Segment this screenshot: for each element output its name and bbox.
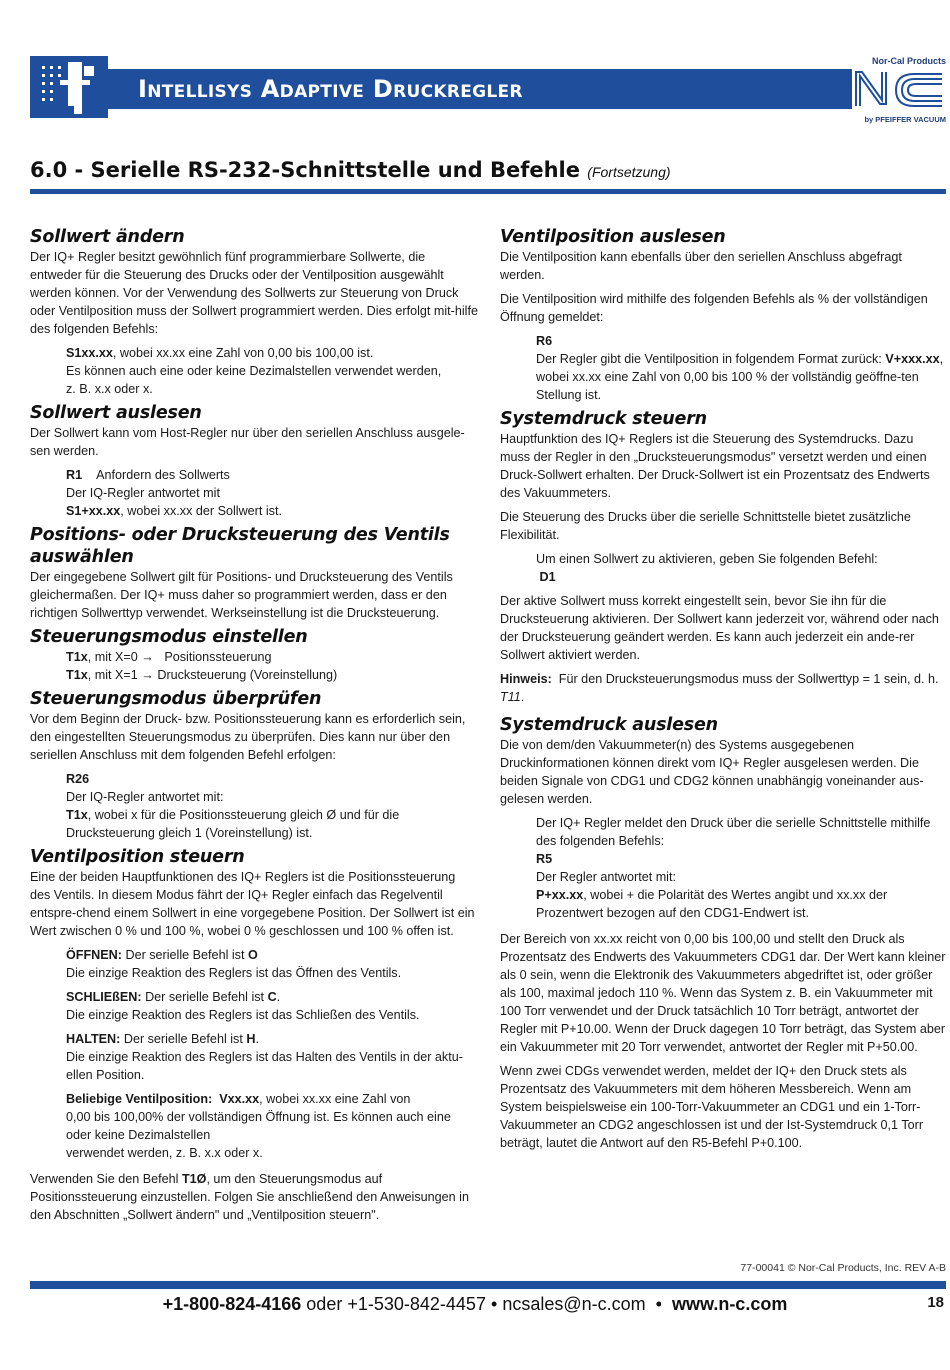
resp-t1x-line2: Drucksteuerung gleich 1 (Voreinstellung) ist.	[66, 826, 313, 840]
heading-modus-einstellen: Steuerungsmodus einstellen	[30, 627, 308, 647]
outro-cmd: T1Ø	[181, 1172, 207, 1186]
section-title-text: 6.0 - Serielle RS-232-Schnittstelle und Befehle	[30, 158, 580, 182]
right-column	[500, 226, 946, 1152]
any-label: Beliebige Ventilposition:	[66, 1092, 213, 1106]
phone-secondary[interactable]: +1-530-842-4457	[347, 1294, 486, 1314]
t1x-b-result: Drucksteuerung (Voreinstellung)	[157, 668, 338, 682]
heading-sollwert-auslesen: Sollwert auslesen	[30, 403, 202, 423]
arrow-right-icon: →	[141, 668, 154, 682]
arrow-right-icon: →	[141, 650, 154, 664]
section-continued: (Fortsetzung)	[587, 164, 671, 180]
any-line3: verwendet werden, z. B. x.x oder x.	[66, 1146, 263, 1160]
note-end: .	[520, 690, 525, 704]
note-cmd: T11	[500, 690, 521, 704]
document-id: 77-00041 © Nor-Cal Products, Inc. REV A-B	[740, 1262, 946, 1274]
druck-steuern-body1: Hauptfunktion des IQ+ Reglers ist die Steuerung des Systemdrucks. Dazu muss der Regler in den „Drucksteuerungsmodus" versetzt werden und einen Druck-Sollwert erhalten. Der Druck-Sollwert ist ein Prozentsatz des Endwerts des Vakuummeters.	[500, 432, 930, 500]
cmd-r6: R6	[536, 334, 553, 348]
open-label: ÖFFNEN:	[66, 948, 122, 962]
druck-steuern-note	[500, 670, 946, 706]
cmd-d1: D1	[539, 570, 556, 584]
close-label: SCHLIEßEN:	[66, 990, 142, 1004]
hold-desc: Die einzige Reaktion des Reglers ist das Halten des Ventils in der aktu-ellen Position.	[66, 1050, 463, 1082]
heading-druck-steuern: Systemdruck steuern	[500, 409, 707, 429]
phone-primary[interactable]: +1-800-824-4166	[162, 1294, 302, 1314]
cmd-s1-text: , wobei xx.xx eine Zahl von 0,00 bis 100,00 ist.	[112, 346, 374, 360]
heading-druck-auslesen: Systemdruck auslesen	[500, 715, 718, 735]
resp-p: P+xx.xx	[536, 888, 584, 902]
email-link[interactable]: ncsales@n-c.com	[502, 1294, 646, 1314]
t1x-a-result: Positionssteuerung	[164, 650, 272, 664]
note-label: Hinweis:	[500, 672, 552, 686]
intellisys-logo	[30, 56, 108, 118]
cmd-t1x-a: T1x	[66, 650, 88, 664]
resp-p-text: , wobei + die Polarität des Wertes angibt und xx.xx der Prozentwert bezogen auf den CDG1-Endwert ist.	[536, 888, 888, 920]
cmd-r26-line2: Der IQ-Regler antwortet mit:	[66, 790, 224, 804]
cmd-s1-line2: Es können auch eine oder keine Dezimalstellen verwendet werden,	[66, 364, 442, 378]
druck-steuern-body2: Die Steuerung des Drucks über die serielle Schnittstelle bietet zusätzliche Flexibilität.	[500, 510, 911, 542]
left-column	[30, 226, 478, 1224]
page-number: 18	[927, 1294, 944, 1311]
r6-resp-cmd: V+xxx.xx	[885, 352, 940, 366]
cmd-r5: R5	[536, 852, 553, 866]
r5-intro: Der IQ+ Regler meldet den Druck über die serielle Schnittstelle mithilfe des folgenden Befehls:	[536, 816, 931, 848]
open-desc: Die einzige Reaktion des Reglers ist das Öffnen des Ventils.	[66, 966, 402, 980]
note-text: Für den Drucksteuerungsmodus muss der Sollwerttyp = 1 sein, d. h.	[558, 672, 939, 686]
cmd-t1x-b: T1x	[66, 668, 88, 682]
r6-resp-b: , wobei xx.xx eine Zahl von 0,00 bis 100 % der vollständig geöffne-ten Stellung ist.	[536, 352, 944, 402]
druck-auslesen-body2: Der Bereich von xx.xx reicht von 0,00 bis 100,00 und stellt den Druck als Prozentsatz des Endwerts des Vakuummeters CDG1 dar. Der Wert kann kleiner als 0 sein, wenn die Elektronik des Vakuummeters abgedriftet ist, oder größer als 100, maximal jedoch 110 %. Wenn das System z. B. ein Vakuummeter mit 100 Torr verwendet und der Druck tatsächlich 10 Torr beträgt, antwortet der Regler mit P+10.00. Wenn der Druck dagegen 10 Torr beträgt, das System aber ein Vakuummeter mit 20 Torr verwendet, antwortet der Regler mit P+50.00.	[500, 932, 946, 1054]
modus-einstellen-commands	[30, 648, 478, 684]
sollwert-aendern-body: Der IQ+ Regler besitzt gewöhnlich fünf programmierbare Sollwerte, die entweder für die Steuerung des Drucks oder der Ventilposition ausgewählt werden können. Vor der Verwendung des Sollwerts zur Steuerung von Druck oder Ventilposition muss der Sollwert programmiert werden. Dies erfolgt mit-hilfe des folgenden Befehls:	[30, 250, 478, 336]
hold-text: Der serielle Befehl ist	[123, 1032, 243, 1046]
cmd-r1: R1	[66, 468, 83, 482]
druck-steuern-body3: Der aktive Sollwert muss korrekt eingestellt sein, bevor Sie ihn für die Drucksteuerung aktivieren. Der Sollwert kann jederzeit vor, während oder nach der Drucksteuerung geändert werden. Es kann auch jederzeit ein ande-rer Sollwert aktiviert werden.	[500, 594, 939, 662]
any-cmd: Vxx.xx	[219, 1092, 260, 1106]
close-cmd: C	[267, 990, 277, 1004]
cmd-r1-text: Anfordern des Sollwerts	[96, 468, 230, 482]
open-text: Der serielle Befehl ist	[125, 948, 245, 962]
position-auslesen-body1: Die Ventilposition kann ebenfalls über den seriellen Anschluss abgefragt werden.	[500, 250, 902, 282]
t1x-a-text: , mit X=0	[87, 650, 138, 664]
resp-t1x-text: , wobei x für die Positionssteuerung gleich Ø und für die	[87, 808, 400, 822]
brand-bottom-text: by PFEIFFER VACUUM	[864, 115, 946, 124]
any-line2: 0,00 bis 100,00% der vollständigen Öffnung ist. Es können auch eine oder keine Dezimalstellen	[66, 1110, 451, 1142]
sollwert-auslesen-body: Der Sollwert kann vom Host-Regler nur über den seriellen Anschluss ausgele-sen werden.	[30, 426, 465, 458]
position-steuern-body: Eine der beiden Hauptfunktionen des IQ+ Reglers ist die Positionssteuerung des Ventils. In diesem Modus fährt der IQ+ Regler einfach das Regelventil entspre-chend einem Sollwert in eine vorgegebene Position. Der Sollwert ist ein Wert zwischen 0 % und 100 %, wobei 0 % geschlossen und 100 % offen ist.	[30, 870, 475, 938]
contact-line	[0, 1294, 950, 1315]
druck-steuern-command	[500, 550, 946, 586]
heading-modus-pruefen: Steuerungsmodus überprüfen	[30, 689, 322, 709]
heading-sollwert-aendern: Sollwert ändern	[30, 227, 185, 247]
position-auslesen-command	[500, 332, 946, 404]
position-auslesen-body2: Die Ventilposition wird mithilfe des folgenden Befehls als % der vollständigen Öffnung gemeldet:	[500, 292, 928, 324]
auswahl-body: Der eingegebene Sollwert gilt für Positions- und Drucksteuerung des Ventils gleichermaßen. Der IQ+ muss daher so programmiert werden, dass er den richtigen Sollwerttyp verwendet. Werkseinstellung ist die Drucksteuerung.	[30, 570, 453, 620]
position-steuern-outro	[30, 1170, 478, 1224]
brand-top-text: Nor-Cal Products	[871, 56, 946, 66]
r5-line2: Der Regler antwortet mit:	[536, 870, 676, 884]
hold-label: HALTEN:	[66, 1032, 121, 1046]
sollwert-auslesen-command	[30, 466, 478, 520]
druck-auslesen-body1: Die von dem/den Vakuummeter(n) des Systems ausgegebenen Druckinformationen können direkt vom IQ+ Regler ausgelesen werden. Die beiden Signale von CDG1 und CDG2 können unabhängig voneinander aus-gelesen werden.	[500, 738, 924, 806]
resp-t1x: T1x	[66, 808, 88, 822]
heading-position-auslesen: Ventilposition auslesen	[500, 227, 726, 247]
outro-a: Verwenden Sie den Befehl	[30, 1172, 179, 1186]
website-link[interactable]: www.n-c.com	[671, 1294, 788, 1314]
section-title	[30, 158, 946, 182]
position-steuern-commands: ÖFFNEN: Der serielle Befehl ist O Die einzige Reaktion des Reglers ist das Öffnen des Ventils. SCHLIEßEN: Der serielle Befehl ist C. Die einzige Reaktion des Reglers ist das Schließen des Ventils. HALTEN: Der serielle Befehl ist H. Die einzige Reaktion des Reglers ist das Halten des Ventils in der aktu-ellen Position. Beliebige Ventilposition: Vxx.xx, wobei xx.xx eine Zahl von 0,00 bis 100,00% der vollständigen Öffnung ist. Es können auch eine oder keine Dezimalstellen verwendet werden, z. B. x.x oder x.	[30, 946, 478, 1162]
heading-position-steuern: Ventilposition steuern	[30, 847, 245, 867]
section-rule	[30, 189, 946, 194]
footer-rule	[30, 1281, 946, 1289]
resp-s1-text: , wobei xx.xx der Sollwert ist.	[120, 504, 282, 518]
cmd-s1: S1xx.xx	[66, 346, 113, 360]
any-text: , wobei xx.xx eine Zahl von	[259, 1092, 411, 1106]
druck-auslesen-body3: Wenn zwei CDGs verwendet werden, meldet der IQ+ den Druck stets als Prozentsatz des Vakuummeters mit dem höheren Messbereich. Wenn am System beispielsweise ein 100-Torr-Vakuummeter an CDG1 und ein 1-Torr-Vakuummeter an CDG2 angeschlossen ist und der Ist-Systemdruck 0,1 Torr beträgt, lautet die Antwort auf den R5-Befehl P+0.100.	[500, 1064, 924, 1150]
cmd-r26: R26	[66, 772, 90, 786]
bullet-icon: •	[490, 1294, 498, 1314]
norcal-logo	[852, 56, 946, 122]
cmd-s1-line3: z. B. x.x oder x.	[66, 382, 153, 396]
resp-s1: S1+xx.xx	[66, 504, 121, 518]
close-text: Der serielle Befehl ist	[145, 990, 265, 1004]
modus-pruefen-body: Vor dem Beginn der Druck- bzw. Positionssteuerung kann es erforderlich sein, den eingestellten Steuerungsmodus zu überprüfen. Dies kann nur über den seriellen Anschluss mit dem folgenden Befehl erfolgen:	[30, 712, 466, 762]
d1-intro: Um einen Sollwert zu aktivieren, geben Sie folgenden Befehl:	[536, 552, 878, 566]
r6-resp-a: Der Regler gibt die Ventilposition in folgendem Format zurück:	[536, 352, 882, 366]
bullet-icon: •	[655, 1294, 662, 1314]
close-desc: Die einzige Reaktion des Reglers ist das Schließen des Ventils.	[66, 1008, 420, 1022]
open-cmd: O	[247, 948, 258, 962]
document-title: Intellisys Adaptive Druckregler	[108, 69, 852, 109]
hold-cmd: H	[246, 1032, 256, 1046]
cmd-r1-line2: Der IQ-Regler antwortet mit	[66, 486, 220, 500]
t1x-b-text: , mit X=1	[87, 668, 138, 682]
outro-b: , um den Steuerungsmodus auf Positionssteuerung einzustellen. Folgen Sie anschließend den Anweisungen in den Abschnitten „Sollwert ändern" und „Ventilposition steuern".	[30, 1172, 469, 1222]
nc-mark-icon	[852, 66, 946, 110]
heading-auswahl: Positions- oder Drucksteuerung des Ventils auswählen	[30, 525, 450, 567]
modus-pruefen-command	[30, 770, 478, 842]
oder-text: oder	[306, 1294, 343, 1314]
druck-auslesen-command	[500, 814, 946, 922]
sollwert-aendern-command	[30, 344, 478, 398]
